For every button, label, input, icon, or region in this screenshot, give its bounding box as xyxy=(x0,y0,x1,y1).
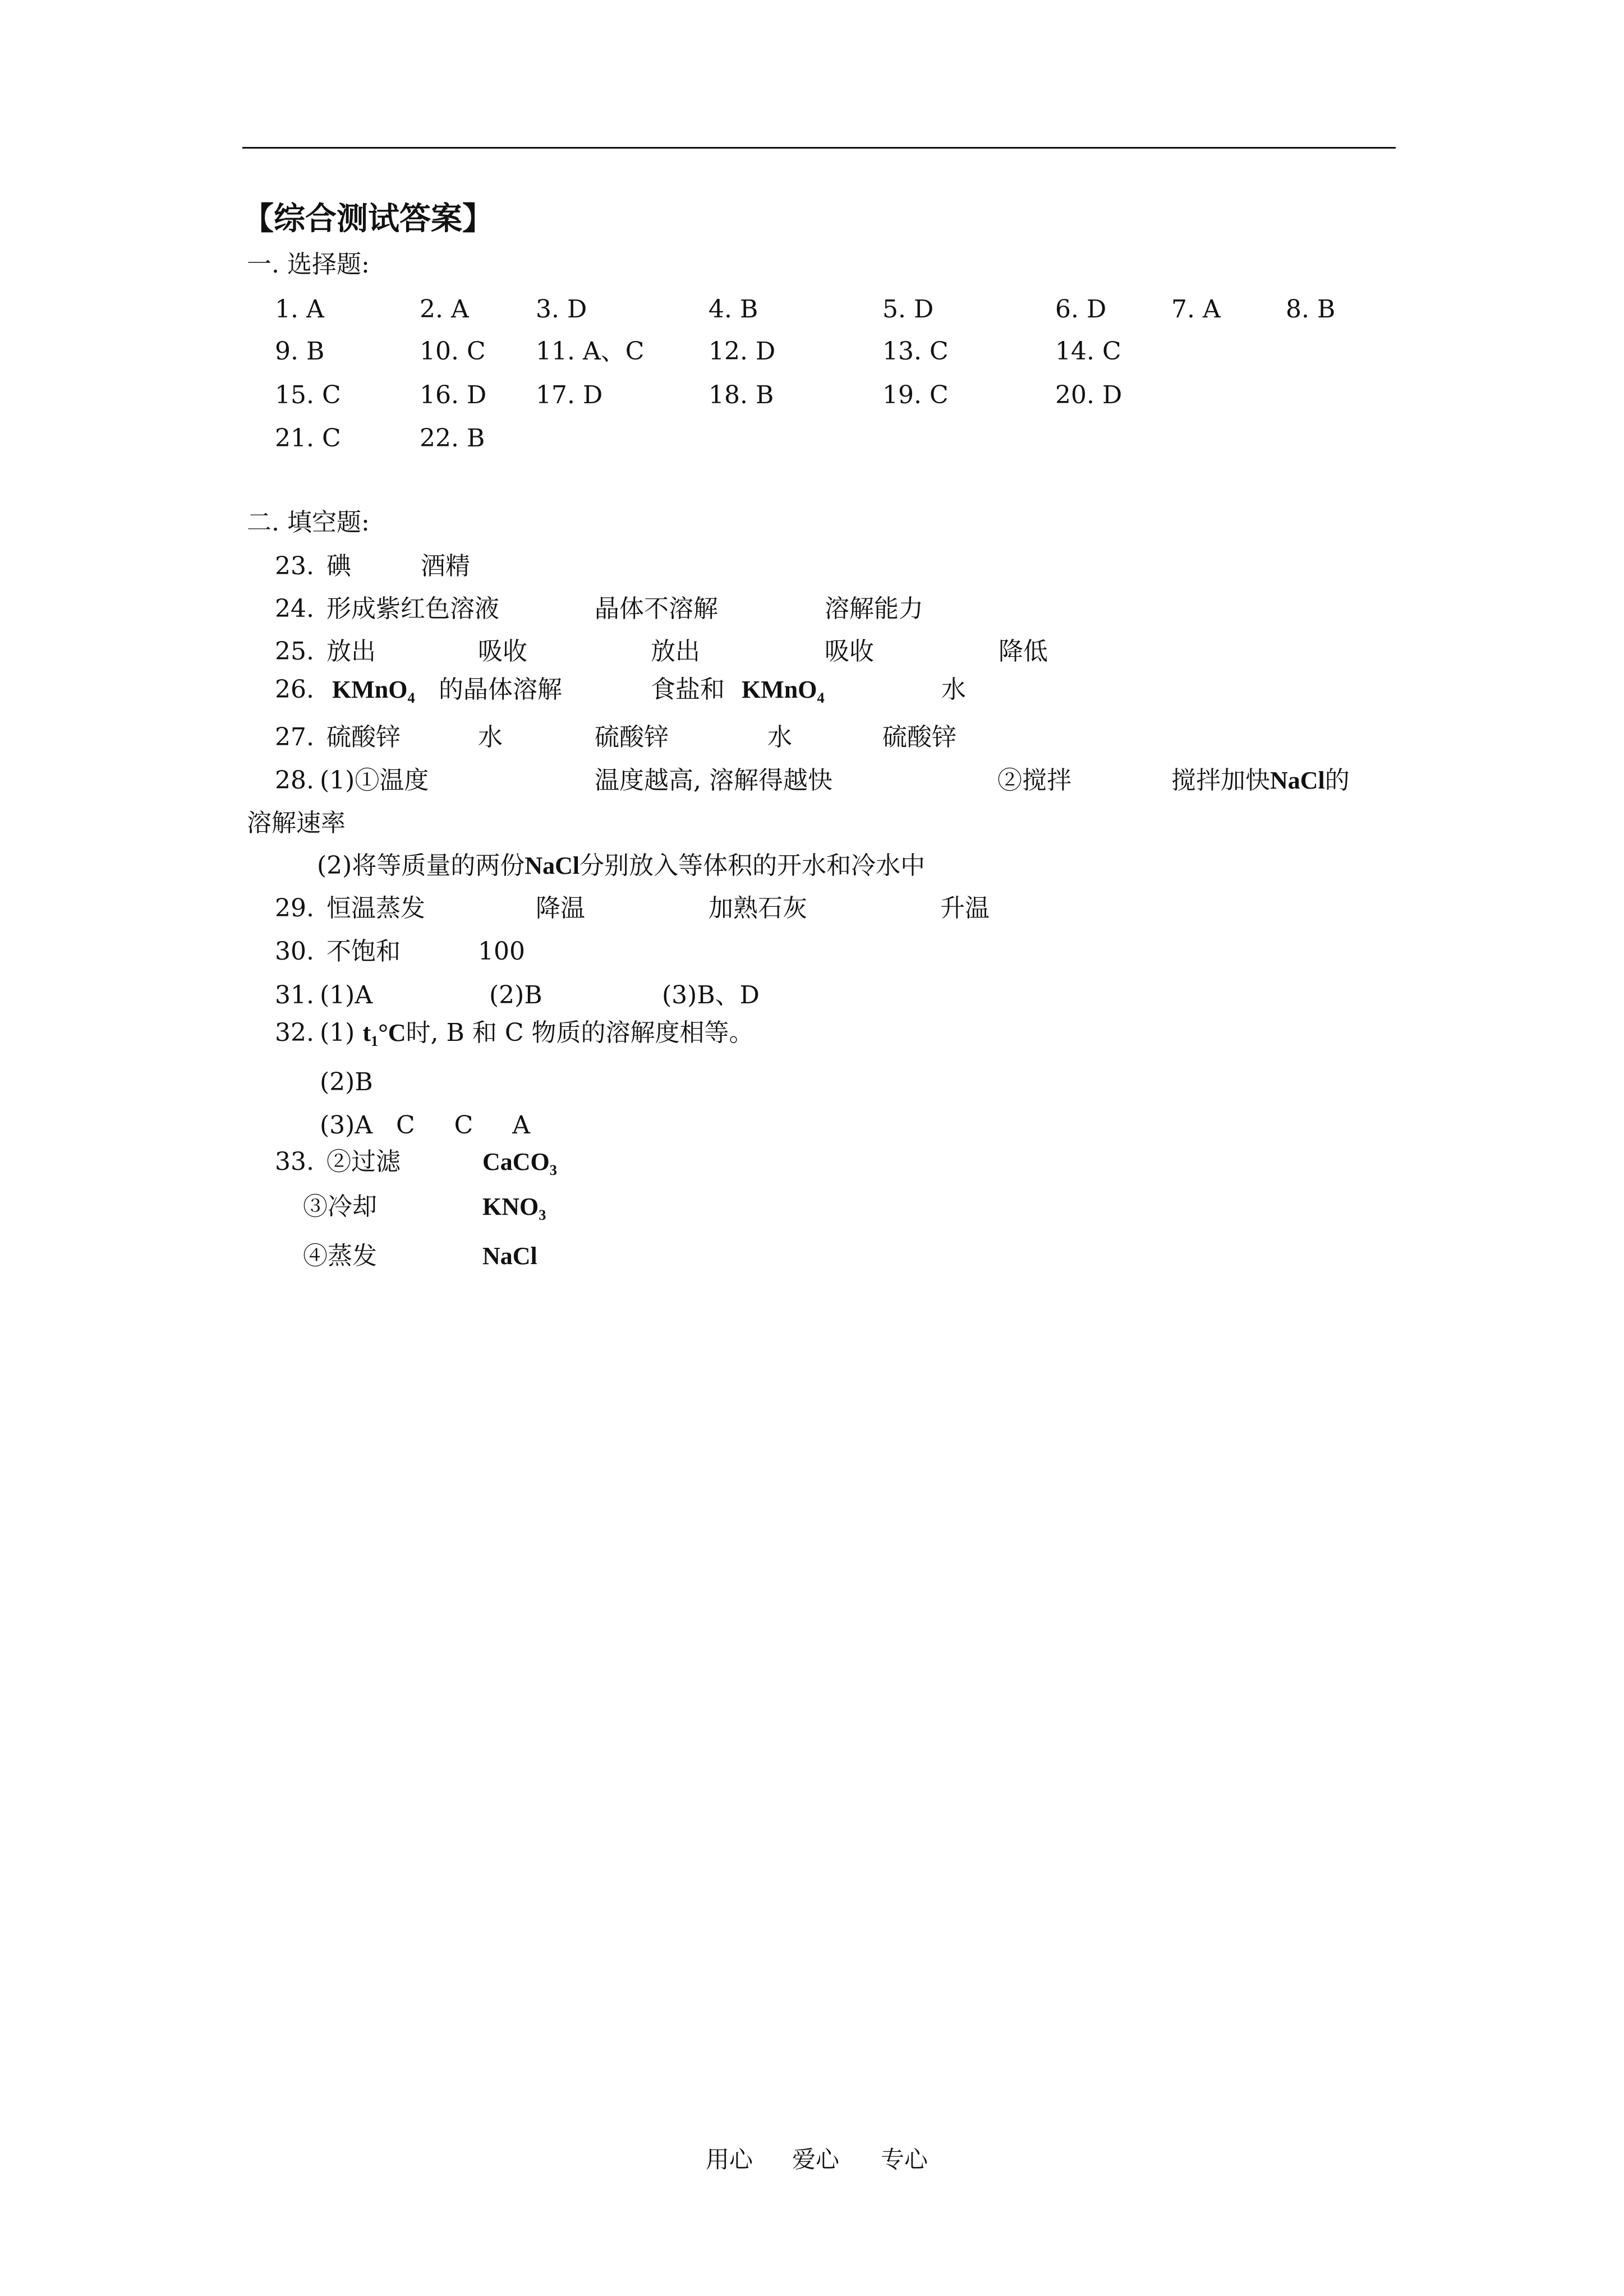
answer-item: 6. D xyxy=(1055,295,1107,324)
answer-text: (1)①温度 xyxy=(320,766,429,795)
answer-item: 2. A xyxy=(420,295,469,324)
chem-formula: KMnO$_4$ xyxy=(332,676,415,707)
answer-text: 溶解能力 xyxy=(825,594,923,623)
answer-text: 酒精 xyxy=(421,552,470,580)
header-rule xyxy=(242,147,1396,149)
operation-label: ②过滤 xyxy=(326,1147,401,1176)
answer-text: (3)B、D xyxy=(662,981,760,1009)
answer-item: 5. D xyxy=(882,295,934,324)
answer-item: 7. A xyxy=(1171,295,1221,324)
answer-item: 9. B xyxy=(275,337,325,366)
question-number: 25. xyxy=(275,637,314,666)
answer-text: 降低 xyxy=(999,637,1048,666)
question-number: 29. xyxy=(275,894,314,923)
question-number: 23. xyxy=(275,552,314,580)
answer-item: 13. C xyxy=(882,337,949,366)
answer-item: 17. D xyxy=(536,381,603,409)
answer-item: 20. D xyxy=(1055,381,1122,409)
answer-text: (1)A xyxy=(320,981,373,1009)
answer-text: 加熟石灰 xyxy=(709,894,807,923)
answer-item: 18. B xyxy=(709,381,774,409)
answer-text: 的晶体溶解 xyxy=(439,675,562,704)
question-number: 24. xyxy=(275,594,314,623)
answer-text: ②搅拌 xyxy=(997,766,1071,795)
answer-item: 10. C xyxy=(420,337,486,366)
answer-text: 降温 xyxy=(536,894,585,923)
answer-item: 15. C xyxy=(275,381,341,409)
answer-item: 4. B xyxy=(709,295,758,324)
answer-item: 19. C xyxy=(882,381,949,409)
answer-text: 吸收 xyxy=(478,637,527,666)
chem-formula: KMnO$_4$ xyxy=(742,676,825,707)
footer-text: 用心 xyxy=(706,2146,753,2173)
answer-text: 形成紫红色溶液 xyxy=(326,594,499,623)
question-number: 27. xyxy=(275,723,314,751)
answer-item: 1. A xyxy=(275,295,324,324)
answer-text: 硫酸锌 xyxy=(326,723,401,751)
question-number: 26. xyxy=(275,675,314,704)
question-number: 30. xyxy=(275,937,314,966)
answer-text: 100 xyxy=(478,937,525,966)
answer-text: (1) $t_1^\circ C$时, B 和 C 物质的溶解度相等。 xyxy=(320,1018,754,1050)
answer-text: 不饱和 xyxy=(326,937,401,966)
answer-text: 晶体不溶解 xyxy=(595,594,718,623)
answer-text: 水 xyxy=(478,723,503,751)
answer-item: 16. D xyxy=(420,381,487,409)
temperature-symbol: t xyxy=(362,1019,371,1046)
answer-item: 12. D xyxy=(709,337,776,366)
answer-item: 3. D xyxy=(536,295,587,324)
chem-formula: CaCO$_3$ xyxy=(482,1148,557,1179)
footer-text: 爱心 xyxy=(792,2146,840,2173)
answer-text: 水 xyxy=(941,675,966,704)
chem-formula: NaCl xyxy=(482,1242,537,1270)
answer-text: (2)B xyxy=(489,981,542,1009)
answer-text: 碘 xyxy=(326,552,351,580)
answer-text: 温度越高, 溶解得越快 xyxy=(595,766,832,795)
answer-text: 放出 xyxy=(326,637,376,666)
answer-text: 恒温蒸发 xyxy=(326,894,425,923)
answer-text: (2)B xyxy=(320,1068,373,1096)
answer-text: 吸收 xyxy=(825,637,874,666)
section-heading-fill: 二. 填空题: xyxy=(247,508,370,537)
answer-text: (3)A C C A xyxy=(320,1111,531,1140)
question-number: 33. xyxy=(275,1147,314,1176)
section-heading-choice: 一. 选择题: xyxy=(247,250,370,279)
answer-text: 放出 xyxy=(651,637,700,666)
answer-text: 水 xyxy=(767,723,792,751)
answer-text: 硫酸锌 xyxy=(595,723,669,751)
operation-label: ③冷却 xyxy=(303,1192,377,1221)
answer-item: 14. C xyxy=(1055,337,1121,366)
answer-text: 硫酸锌 xyxy=(882,723,956,751)
question-number: 28. xyxy=(275,766,314,795)
question-number: 31. xyxy=(275,981,314,1009)
operation-label: ④蒸发 xyxy=(303,1242,377,1270)
chem-formula: $KNO_3$ xyxy=(482,1193,546,1224)
answer-item: 8. B xyxy=(1286,295,1336,324)
question-number: 32. xyxy=(275,1018,314,1047)
page-title: 【综合测试答案】 xyxy=(242,200,494,237)
answer-text: (2)将等质量的两份NaCl分别放入等体积的开水和冷水中 xyxy=(317,851,926,880)
answer-text: 升温 xyxy=(940,894,990,923)
answer-item: 11. A、C xyxy=(536,337,645,366)
answer-item: 21. C xyxy=(275,424,341,453)
answer-text: 食盐和 xyxy=(651,675,725,704)
footer-text: 专心 xyxy=(881,2146,928,2173)
answer-item: 22. B xyxy=(420,424,485,453)
answer-text: 搅拌加快NaCl的 xyxy=(1171,766,1350,795)
answer-text-continued: 溶解速率 xyxy=(247,809,346,837)
